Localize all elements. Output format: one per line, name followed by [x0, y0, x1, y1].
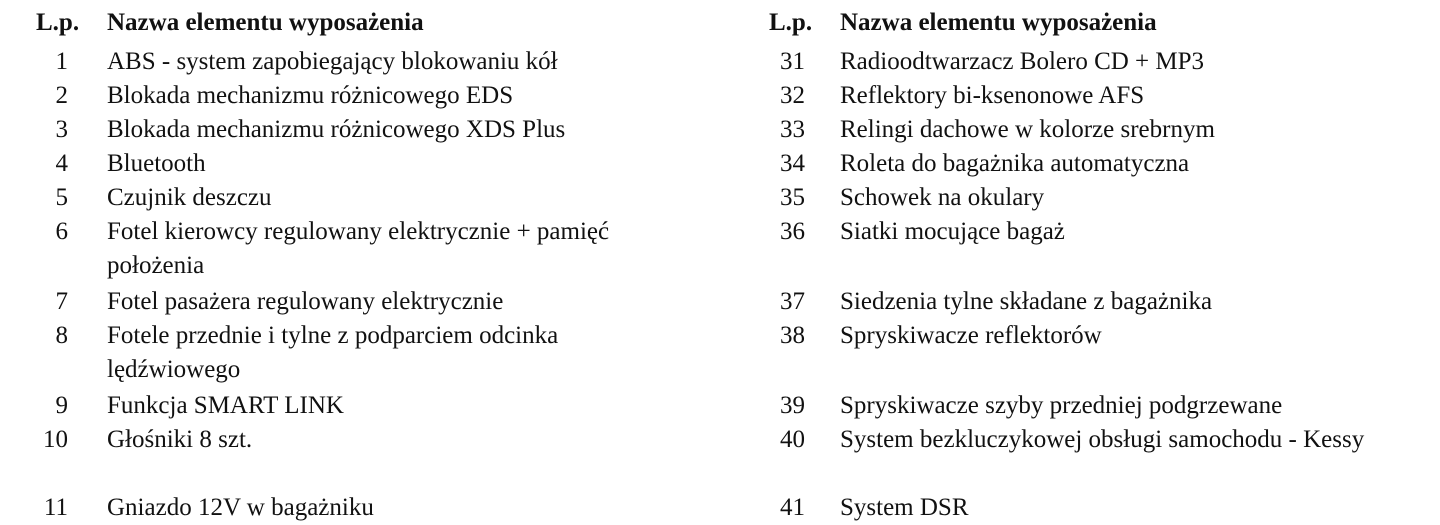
- row-number: 37: [780, 288, 805, 315]
- column-header-name: Nazwa elementu wyposażenia: [840, 9, 1157, 36]
- row-name: Schowek na okulary: [840, 184, 1045, 211]
- row-number: 10: [43, 426, 68, 453]
- row-number: 3: [55, 116, 68, 143]
- row-name: Spryskiwacze szyby przedniej podgrzewane: [840, 392, 1283, 419]
- row-name: Fotele przednie i tylne z podparciem odcinka lędźwiowego: [107, 322, 559, 383]
- row-number: 38: [780, 322, 805, 349]
- row-number: 8: [55, 322, 68, 349]
- row-number: 9: [55, 392, 68, 419]
- row-number: 36: [780, 218, 805, 245]
- row-name: Radioodtwarzacz Bolero CD + MP3: [840, 48, 1205, 75]
- row-number: 34: [780, 150, 805, 177]
- row-name: ABS - system zapobiegający blokowaniu kół: [107, 48, 558, 75]
- row-name: Funkcja SMART LINK: [107, 392, 344, 419]
- column-header-lp: L.p.: [769, 9, 813, 36]
- equipment-column-right: [736, 0, 1436, 524]
- equipment-column-left: [0, 0, 700, 524]
- row-name: Siedzenia tylne składane z bagażnika: [840, 288, 1213, 315]
- row-name: Relingi dachowe w kolorze srebrnym: [840, 116, 1215, 143]
- row-number: 2: [55, 82, 68, 109]
- row-name: Czujnik deszczu: [107, 184, 272, 211]
- row-name: Blokada mechanizmu różnicowego XDS Plus: [107, 116, 566, 143]
- row-number: 39: [780, 392, 805, 419]
- row-number: 1: [55, 48, 68, 75]
- row-number: 11: [43, 494, 68, 521]
- row-name: Gniazdo 12V w bagażniku: [107, 494, 374, 521]
- row-name: Siatki mocujące bagaż: [840, 218, 1065, 245]
- row-name: Głośniki 8 szt.: [107, 426, 253, 453]
- row-name: Spryskiwacze reflektorów: [840, 322, 1102, 349]
- row-name: Fotel pasażera regulowany elektrycznie: [107, 288, 504, 315]
- row-name: Roleta do bagażnika automatyczna: [840, 150, 1190, 177]
- row-name: Reflektory bi-ksenonowe AFS: [840, 82, 1145, 109]
- row-name: Blokada mechanizmu różnicowego EDS: [107, 82, 514, 109]
- column-header-lp: L.p.: [36, 9, 80, 36]
- row-name: System DSR: [840, 494, 969, 521]
- column-header-name: Nazwa elementu wyposażenia: [107, 9, 424, 36]
- row-name: Fotel kierowcy regulowany elektrycznie + pamięć położenia: [107, 218, 610, 279]
- row-number: 40: [780, 426, 805, 453]
- row-number: 35: [780, 184, 805, 211]
- row-number: 33: [780, 116, 805, 143]
- row-number: 41: [780, 494, 805, 521]
- row-number: 4: [55, 150, 68, 177]
- row-number: 31: [780, 48, 805, 75]
- row-number: 7: [55, 288, 68, 315]
- row-name: Bluetooth: [107, 150, 206, 177]
- row-name: System bezkluczykowej obsługi samochodu - Kessy: [840, 426, 1365, 453]
- row-number: 5: [55, 184, 68, 211]
- row-number: 32: [780, 82, 805, 109]
- row-number: 6: [55, 218, 68, 245]
